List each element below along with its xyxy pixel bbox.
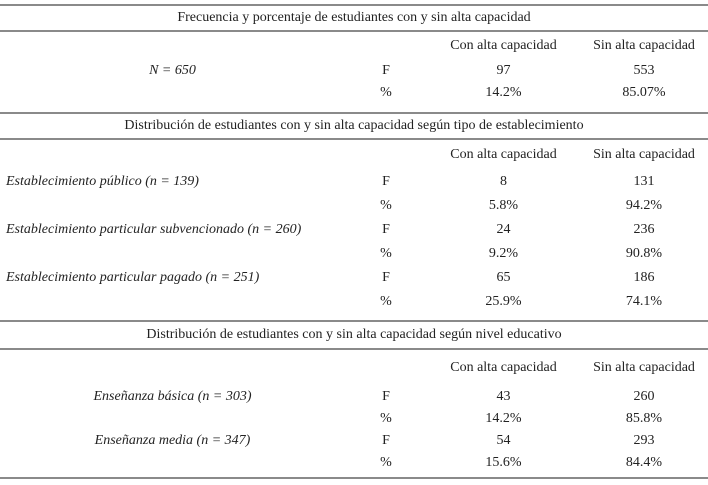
col-header-con: Con alta capacidad	[450, 147, 557, 162]
table-row	[0, 170, 708, 194]
section-title: Frecuencia y porcentaje de estudiantes con y sin alta capacidad	[177, 10, 531, 25]
value-con: 8	[500, 174, 507, 189]
stat-label: %	[380, 246, 392, 261]
stat-label: F	[382, 270, 390, 285]
table-row	[0, 408, 708, 430]
value-sin: 85.07%	[622, 85, 666, 100]
table-row	[0, 386, 708, 408]
stat-label: %	[380, 294, 392, 309]
value-con: 25.9%	[485, 294, 522, 309]
value-sin: 84.4%	[625, 455, 663, 470]
col-header-con: Con alta capacidad	[450, 38, 557, 53]
stat-label: F	[382, 63, 390, 78]
table-row	[0, 266, 708, 290]
row-label: Establecimiento particular subvencionado (n = 260)	[6, 222, 302, 237]
stat-label: %	[380, 411, 392, 426]
row-label: Establecimiento particular pagado (n = 251)	[6, 270, 260, 285]
stat-label: %	[380, 198, 392, 213]
value-sin: 236	[633, 222, 655, 237]
value-sin: 74.1%	[625, 294, 663, 309]
value-con: 9.2%	[488, 246, 519, 261]
column-header-row	[0, 350, 708, 386]
section-title: Distribución de estudiantes con y sin alta capacidad según nivel educativo	[146, 327, 562, 342]
table-row	[0, 60, 708, 82]
row-label: N = 650	[149, 63, 196, 78]
value-con: 14.2%	[485, 85, 522, 100]
value-con: 65	[496, 270, 511, 285]
section-title: Distribución de estudiantes con y sin alta capacidad según tipo de establecimiento	[124, 118, 584, 133]
col-header-sin: Sin alta capacidad	[593, 360, 695, 375]
value-sin: 85.8%	[625, 411, 663, 426]
column-header-row	[0, 140, 708, 170]
column-header-row	[0, 32, 708, 60]
value-sin: 186	[633, 270, 655, 285]
section-by-establishment	[0, 112, 708, 320]
row-label: Enseñanza media (n = 347)	[94, 433, 251, 448]
value-sin: 90.8%	[625, 246, 663, 261]
table-row	[0, 430, 708, 452]
stat-label: %	[380, 455, 392, 470]
stat-label: F	[382, 389, 390, 404]
value-sin: 293	[633, 433, 655, 448]
stat-label: %	[380, 85, 392, 100]
stat-label: F	[382, 174, 390, 189]
table-row	[0, 452, 708, 474]
col-header-sin: Sin alta capacidad	[593, 147, 695, 162]
value-con: 97	[496, 63, 511, 78]
value-con: 14.2%	[485, 411, 522, 426]
value-con: 54	[496, 433, 511, 448]
value-sin: 553	[633, 63, 655, 78]
value-sin: 131	[633, 174, 655, 189]
value-con: 43	[496, 389, 511, 404]
horizontal-rule	[0, 477, 708, 479]
value-con: 5.8%	[488, 198, 519, 213]
table-row	[0, 194, 708, 218]
table-row	[0, 290, 708, 314]
stat-label: F	[382, 222, 390, 237]
table-row	[0, 82, 708, 104]
value-sin: 94.2%	[625, 198, 663, 213]
row-label: Establecimiento público (n = 139)	[6, 174, 199, 189]
value-sin: 260	[633, 389, 655, 404]
col-header-sin: Sin alta capacidad	[593, 38, 695, 53]
col-header-con: Con alta capacidad	[450, 360, 557, 375]
value-con: 24	[496, 222, 511, 237]
table-row	[0, 218, 708, 242]
value-con: 15.6%	[485, 455, 522, 470]
section-frequency-total	[0, 4, 708, 112]
stat-label: F	[382, 433, 390, 448]
table-row	[0, 242, 708, 266]
row-label: Enseñanza básica (n = 303)	[93, 389, 252, 404]
section-by-education-level	[0, 320, 708, 479]
